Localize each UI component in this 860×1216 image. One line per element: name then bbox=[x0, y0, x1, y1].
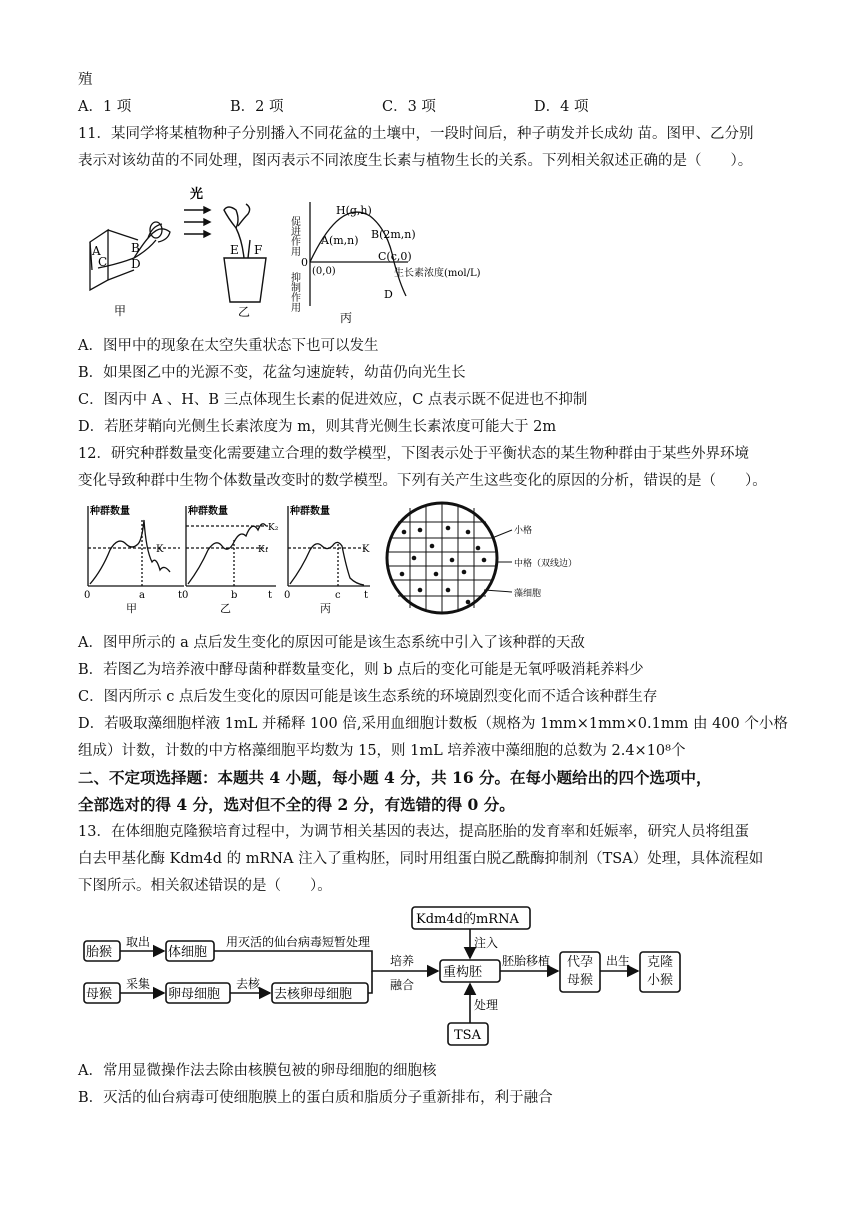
q12-jia-k: K bbox=[156, 544, 164, 555]
q12-jia-origin: 0 bbox=[84, 590, 91, 601]
q11-stem-line1: 11．某同学将某植物种子分别播入不同花盆的土壤中，一段时间后，种子萌发并长成幼 苗。图甲、乙分别 bbox=[78, 126, 754, 142]
fig-point-h: H(g,h) bbox=[336, 204, 372, 217]
fig-bing-caption: 丙 bbox=[340, 311, 353, 325]
q13-option-a: A．常用显微操作法去除由核膜包被的卵母细胞的细胞核 bbox=[78, 1063, 437, 1079]
q12-bing-c: c bbox=[335, 590, 341, 601]
flow-enucleated-oocyte: 去核卵母细胞 bbox=[274, 987, 353, 1002]
q10-option-d: D．4 项 bbox=[534, 99, 589, 115]
q12-bing-caption: 丙 bbox=[320, 602, 331, 615]
fig-label-c: C bbox=[98, 255, 108, 269]
section2-heading-line1: 二、不定项选择题：本题共 4 小题，每小题 4 分，共 16 分。在每小题给出的四个选项中， bbox=[78, 768, 712, 787]
fig-ylabel-promote: 促进作用 bbox=[288, 216, 300, 256]
fig-label-d: D bbox=[131, 257, 141, 271]
flow-mother-monkey: 母猴 bbox=[86, 987, 113, 1002]
q13-stem-line2: 白去甲基化酶 Kdm4d 的 mRNA 注入了重构胚，同时用组蛋白脱乙酰酶抑制剂（TSA）处理，具体流程如 bbox=[78, 851, 764, 867]
flow-birth: 出生 bbox=[606, 954, 631, 968]
label-small-square: 小格 bbox=[514, 526, 533, 536]
q12-jia-ylabel: 种群数量 bbox=[90, 506, 130, 517]
fig-xlabel: 生长素浓度(mol/L) bbox=[394, 268, 481, 279]
q11-option-a: A．图甲中的现象在太空失重状态下也可以发生 bbox=[78, 338, 379, 354]
fig-light-label: 光 bbox=[190, 187, 204, 202]
q12-yi-ylabel: 种群数量 bbox=[188, 506, 228, 517]
fig-zero: 0 bbox=[301, 256, 308, 269]
flow-collect: 采集 bbox=[126, 977, 151, 991]
flow-reconstructed-embryo: 重构胚 bbox=[443, 965, 483, 980]
q10-option-b: B．2 项 bbox=[230, 99, 284, 115]
label-algae-cell: 藻细胞 bbox=[514, 589, 542, 599]
q12-option-d-line1: D．若吸取藻细胞样液 1mL 并稀释 100 倍,采用血细胞计数板（规格为 1mm×1mm×0.1mm 由 400 个小格 bbox=[78, 716, 788, 732]
flow-inject: 注入 bbox=[474, 936, 499, 950]
fig-point-a: A(m,n) bbox=[321, 234, 359, 247]
q12-bing-t: t bbox=[364, 590, 369, 601]
q13-option-b: B．灭活的仙台病毒可使细胞膜上的蛋白质和脂质分子重新排布，利于融合 bbox=[78, 1090, 553, 1106]
q13-stem-line1: 13．在体细胞克隆猴培育过程中，为调节相关基因的表达，提高胚胎的发育率和妊娠率，研究人员将组蛋 bbox=[78, 824, 749, 840]
q12-option-c: C．图丙所示 c 点后发生变化的原因可能是该生态系统的环境剧烈变化而不适合该种群生存 bbox=[78, 689, 658, 705]
flow-take-out: 取出 bbox=[126, 935, 151, 949]
q11-option-c: C．图丙中 A 、H、B 三点体现生长素的促进效应，C 点表示既不促进也不抑制 bbox=[78, 392, 588, 408]
fig-point-c: C(c,0) bbox=[378, 250, 412, 263]
flow-surrogate: 代孕母猴 bbox=[566, 955, 593, 988]
q12-graph-jia bbox=[88, 506, 184, 586]
flow-fetal-monkey: 胎猴 bbox=[86, 945, 113, 960]
flow-somatic-cell: 体细胞 bbox=[168, 945, 208, 960]
q10-option-a: A．1 项 bbox=[78, 99, 132, 115]
q12-yi-b: b bbox=[231, 590, 238, 601]
flow-culture: 培养 bbox=[390, 954, 415, 968]
q12-option-d-line2: 组成）计数，计数的中方格藻细胞平均数为 15，则 1mL 培养液中藻细胞的总数为 2.4×10⁸个 bbox=[78, 743, 686, 759]
q12-stem-line2: 变化导致种群中生物个体数量改变时的数学模型。下列有关产生这些变化的原因的分析，错误的是（ ）。 bbox=[78, 473, 767, 489]
q11-stem-line2: 表示对该幼苗的不同处理，图丙表示不同浓度生长素与植物生长的关系。下列相关叙述正确的是（ ）。 bbox=[78, 153, 753, 169]
fig-label-e: E bbox=[230, 243, 239, 257]
q13-flowchart bbox=[82, 903, 722, 1053]
fig-label-b: B bbox=[131, 241, 140, 255]
q13-stem-line3: 下图所示。相关叙述错误的是（ ）。 bbox=[78, 878, 332, 894]
flow-tsa: TSA bbox=[454, 1028, 481, 1043]
fig-point-b: B(2m,n) bbox=[371, 228, 416, 241]
flow-fuse: 融合 bbox=[390, 978, 415, 992]
q12-jia-t: t bbox=[178, 590, 183, 601]
flow-kdm4d-mrna: Kdm4d的mRNA bbox=[416, 912, 519, 927]
q12-yi-caption: 乙 bbox=[220, 602, 231, 615]
q12-graph-bing bbox=[288, 506, 370, 586]
q12-yi-origin: 0 bbox=[182, 590, 189, 601]
label-middle-square: 中格（双线边） bbox=[514, 559, 578, 569]
q12-yi-k2: K₂ bbox=[268, 523, 279, 533]
flow-embryo-transfer: 胚胎移植 bbox=[502, 954, 551, 968]
q11-option-b: B．如果图乙中的光源不变，花盆匀速旋转，幼苗仍向光生长 bbox=[78, 365, 466, 381]
q11-figure bbox=[78, 180, 498, 330]
algae-cells bbox=[400, 526, 487, 605]
flow-clone: 克隆小猴 bbox=[646, 955, 673, 988]
flow-virus-treatment: 用灭活的仙台病毒短暂处理 bbox=[226, 935, 371, 949]
q12-bing-k: K bbox=[362, 544, 370, 555]
q12-stem-line1: 12．研究种群数量变化需要建立合理的数学模型，下图表示处于平衡状态的某生物种群由于某些外界环境 bbox=[78, 446, 749, 462]
flow-oocyte: 卵母细胞 bbox=[168, 987, 221, 1002]
q12-yi-k1: K₁ bbox=[258, 545, 269, 555]
q12-option-b: B．若图乙为培养液中酵母菌种群数量变化，则 b 点后的变化可能是无氧呼吸消耗养料少 bbox=[78, 662, 644, 678]
fig-origin: (0,0) bbox=[312, 266, 336, 277]
q12-yi-t: t bbox=[268, 590, 273, 601]
light-arrows bbox=[184, 207, 210, 237]
fig-yi-caption: 乙 bbox=[238, 305, 251, 319]
flow-enucleate: 去核 bbox=[236, 977, 261, 991]
q12-jia-a: a bbox=[139, 590, 145, 601]
fig-label-a: A bbox=[92, 244, 101, 258]
q11-option-d: D．若胚芽鞘向光侧生长素浓度为 m，则其背光侧生长素浓度可能大于 2m bbox=[78, 419, 557, 435]
q12-figure bbox=[80, 500, 680, 622]
q10-option-c: C．3 项 bbox=[382, 99, 436, 115]
q12-bing-ylabel: 种群数量 bbox=[290, 506, 330, 517]
section2-heading-line2: 全部选对的得 4 分，选对但不全的得 2 分，有选错的得 0 分。 bbox=[78, 795, 515, 814]
previous-question-fragment: 殖 bbox=[78, 72, 93, 88]
flow-treat: 处理 bbox=[474, 998, 499, 1012]
fig-ylabel-inhibit: 抑制作用 bbox=[288, 272, 300, 312]
fig-point-d: D bbox=[384, 288, 393, 301]
fig-jia-caption: 甲 bbox=[114, 304, 127, 318]
q12-bing-origin: 0 bbox=[284, 590, 291, 601]
hemocytometer bbox=[387, 503, 512, 613]
fig-label-f: F bbox=[254, 243, 263, 257]
q12-jia-caption: 甲 bbox=[126, 602, 137, 615]
q12-option-a: A．图甲所示的 a 点后发生变化的原因可能是该生态系统中引入了该种群的天敌 bbox=[78, 635, 585, 651]
